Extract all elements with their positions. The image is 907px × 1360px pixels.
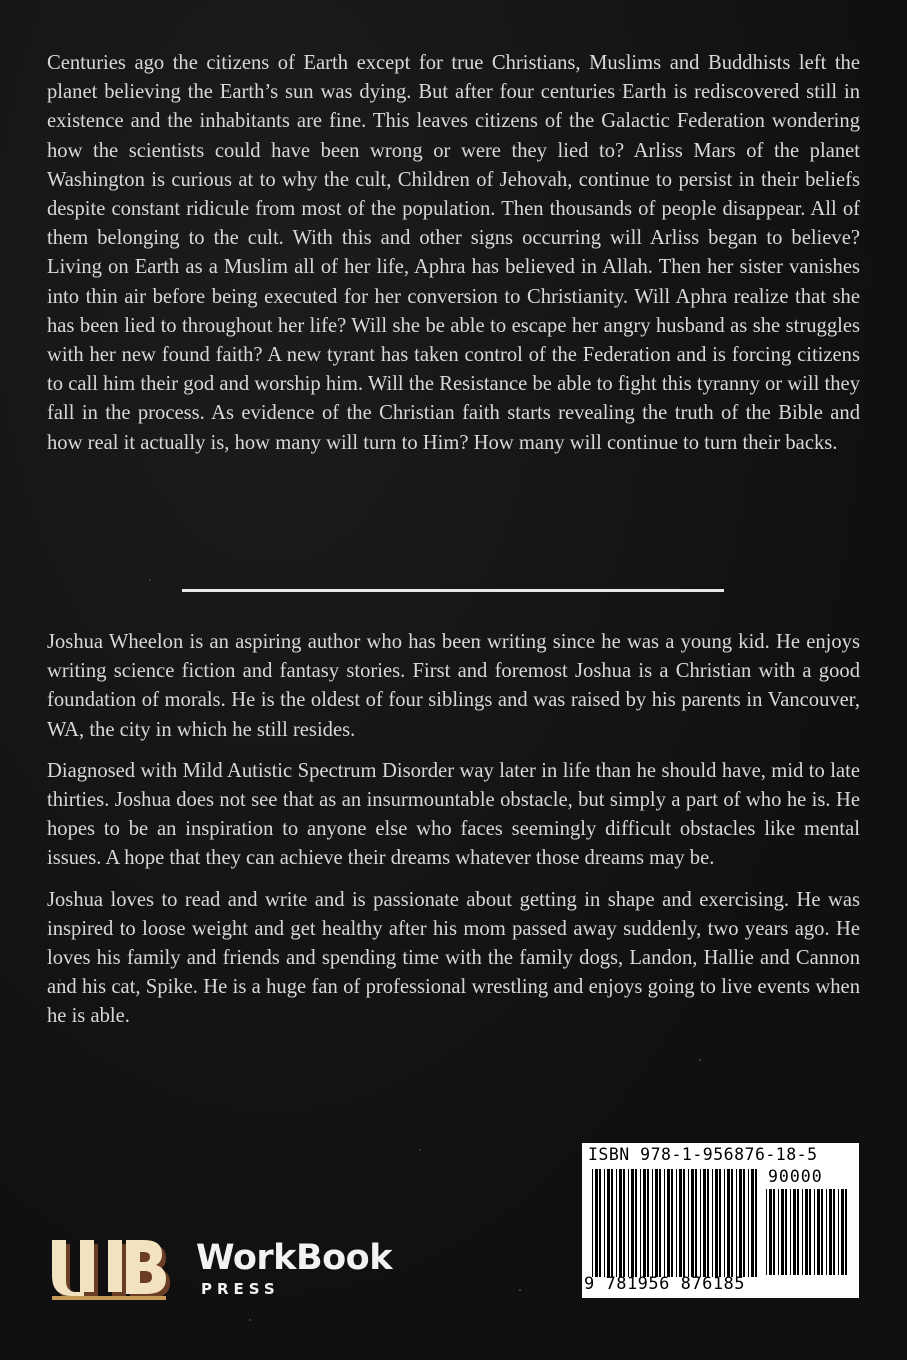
barcode-bar bbox=[607, 1169, 610, 1277]
barcode-bar bbox=[785, 1189, 787, 1275]
barcode-bar bbox=[683, 1169, 685, 1277]
barcode-bar bbox=[781, 1189, 784, 1275]
barcode-bar bbox=[793, 1189, 796, 1275]
barcode-bar bbox=[766, 1189, 767, 1275]
barcode-bar bbox=[817, 1189, 820, 1275]
barcode-bar bbox=[631, 1169, 634, 1277]
synopsis-text: Centuries ago the citizens of Earth except for true Christians, Muslims and Buddhists left the planet believing the Earth’s sun was dying. But after four centuries Earth is rediscovered still in existence and the inhabitants are fine. This leaves citizens of the Galactic Federation wondering how the scientists could have been wrong or were they lied to? Arliss Mars of the planet Washington is curious at to why the cult, Children of Jehovah, continue to persist in their beliefs despite constant ridicule from most of the population. Then thousands of people disappear. All of them belonging to the cult. With this and other signs occurring will Arliss began to believe? Living on Earth as a Muslim all of her life, Aphra has believed in Allah. Then her sister vanishes into thin air before being executed for her conversion to Christianity. Will Aphra realize that she has been lied to throughout her life? Will she be able to escape her angry husband as she struggles with her new found faith? A new tyrant has taken control of the Federation and is forcing citizens to call him their god and worship him. Will the Resistance be able to fight this tyranny or will they fall in the process. As evidence of the Christian faith starts revealing the truth of the Bible and how real it actually is, how many will turn to Him? How many will continue to turn their backs. bbox=[47, 52, 860, 454]
publisher-subtitle: PRESS bbox=[201, 1280, 280, 1298]
author-bio bbox=[47, 628, 860, 1044]
barcode-bar bbox=[845, 1189, 847, 1275]
barcode-bar bbox=[778, 1189, 779, 1275]
barcode-bar bbox=[727, 1169, 730, 1277]
barcode-bar bbox=[604, 1169, 605, 1277]
barcode-bar bbox=[671, 1169, 673, 1277]
barcode-bar bbox=[595, 1169, 598, 1277]
barcode-bar bbox=[611, 1169, 613, 1277]
barcode-bar bbox=[743, 1169, 745, 1277]
barcode-bar bbox=[691, 1169, 694, 1277]
barcode-icon bbox=[592, 1169, 762, 1277]
barcode-bar bbox=[751, 1169, 754, 1277]
barcode-bar bbox=[838, 1189, 839, 1275]
barcode-bar bbox=[619, 1169, 622, 1277]
barcode-bar bbox=[715, 1169, 718, 1277]
bio-paragraph: Joshua Wheelon is an aspiring author who has been writing since he was a young kid. He enjoys writing science fiction and fantasy stories. First and foremost Joshua is a Christian with a good foundation of morals. He is the oldest of four siblings and was raised by his parents in Vancouver, WA, the city in which he still resides. bbox=[47, 631, 860, 741]
barcode-bar bbox=[616, 1169, 617, 1277]
barcode-bar bbox=[592, 1169, 593, 1277]
barcode-bar bbox=[695, 1169, 697, 1277]
barcode-bar bbox=[628, 1169, 629, 1277]
barcode-bar bbox=[679, 1169, 682, 1277]
price-code: 90000 bbox=[768, 1167, 823, 1186]
barcode-bar bbox=[814, 1189, 815, 1275]
barcode-bar bbox=[623, 1169, 625, 1277]
barcode-bar bbox=[739, 1169, 742, 1277]
barcode-bar bbox=[790, 1189, 791, 1275]
barcode-bar bbox=[676, 1169, 677, 1277]
barcode-bar bbox=[599, 1169, 601, 1277]
barcode-bar bbox=[667, 1169, 670, 1277]
isbn-label: ISBN 978-1-956876-18-5 bbox=[588, 1145, 818, 1164]
barcode-bar bbox=[703, 1169, 706, 1277]
isbn-barcode bbox=[582, 1143, 859, 1298]
barcode-bar bbox=[826, 1189, 827, 1275]
barcode-bar bbox=[643, 1169, 646, 1277]
barcode-bar bbox=[805, 1189, 808, 1275]
barcode-bar bbox=[802, 1189, 803, 1275]
barcode-bar bbox=[647, 1169, 649, 1277]
barcode-bar bbox=[659, 1169, 661, 1277]
barcode-bar bbox=[736, 1169, 737, 1277]
bio-paragraph: Joshua loves to read and write and is passionate about getting in shape and exercising. He was inspired to loose weight and get healthy after his mom passed away suddenly, two years ago. He loves his family and friends and spending time with the family dogs, Landon, Hallie and Cannon and his cat, Spike. He is a huge fan of professional wrestling and enjoys going to live events when he is able. bbox=[47, 888, 860, 1028]
barcode-bar bbox=[688, 1169, 689, 1277]
workbook-press-logo-icon bbox=[50, 1238, 178, 1302]
barcode-bar bbox=[809, 1189, 811, 1275]
publisher-name: WorkBook bbox=[196, 1238, 392, 1278]
barcode-bar bbox=[833, 1189, 835, 1275]
barcode-bar bbox=[821, 1189, 823, 1275]
barcode-bar bbox=[652, 1169, 653, 1277]
barcode-bar bbox=[707, 1169, 709, 1277]
barcode-bar bbox=[797, 1189, 799, 1275]
barcode-bar bbox=[712, 1169, 713, 1277]
barcode-bar bbox=[724, 1169, 725, 1277]
publisher-logo bbox=[50, 1238, 430, 1304]
barcode-bar bbox=[635, 1169, 637, 1277]
section-divider bbox=[182, 589, 724, 592]
barcode-bar bbox=[719, 1169, 721, 1277]
barcode-bar bbox=[748, 1169, 749, 1277]
barcode-bar bbox=[829, 1189, 832, 1275]
ean-digits: 9 781956 876185 bbox=[584, 1274, 746, 1294]
barcode-bar bbox=[755, 1169, 757, 1277]
bio-paragraph: Diagnosed with Mild Autistic Spectrum Disorder way later in life than he should have, mid to late thirties. Joshua does not see that as an insurmountable obstacle, but simply a part of who he is. He hopes to be an inspiration to anyone else who faces seemingly difficult obstacles like mental issues. A hope that they can achieve their dreams whatever those dreams may be. bbox=[47, 759, 860, 870]
barcode-bar bbox=[731, 1169, 733, 1277]
barcode-bar bbox=[655, 1169, 658, 1277]
barcode-bar bbox=[664, 1169, 665, 1277]
barcode-bar bbox=[773, 1189, 775, 1275]
barcode-bar bbox=[841, 1189, 844, 1275]
barcode-addon-icon bbox=[766, 1189, 852, 1275]
barcode-bar bbox=[769, 1189, 772, 1275]
barcode-bar bbox=[700, 1169, 701, 1277]
barcode-bar bbox=[640, 1169, 641, 1277]
